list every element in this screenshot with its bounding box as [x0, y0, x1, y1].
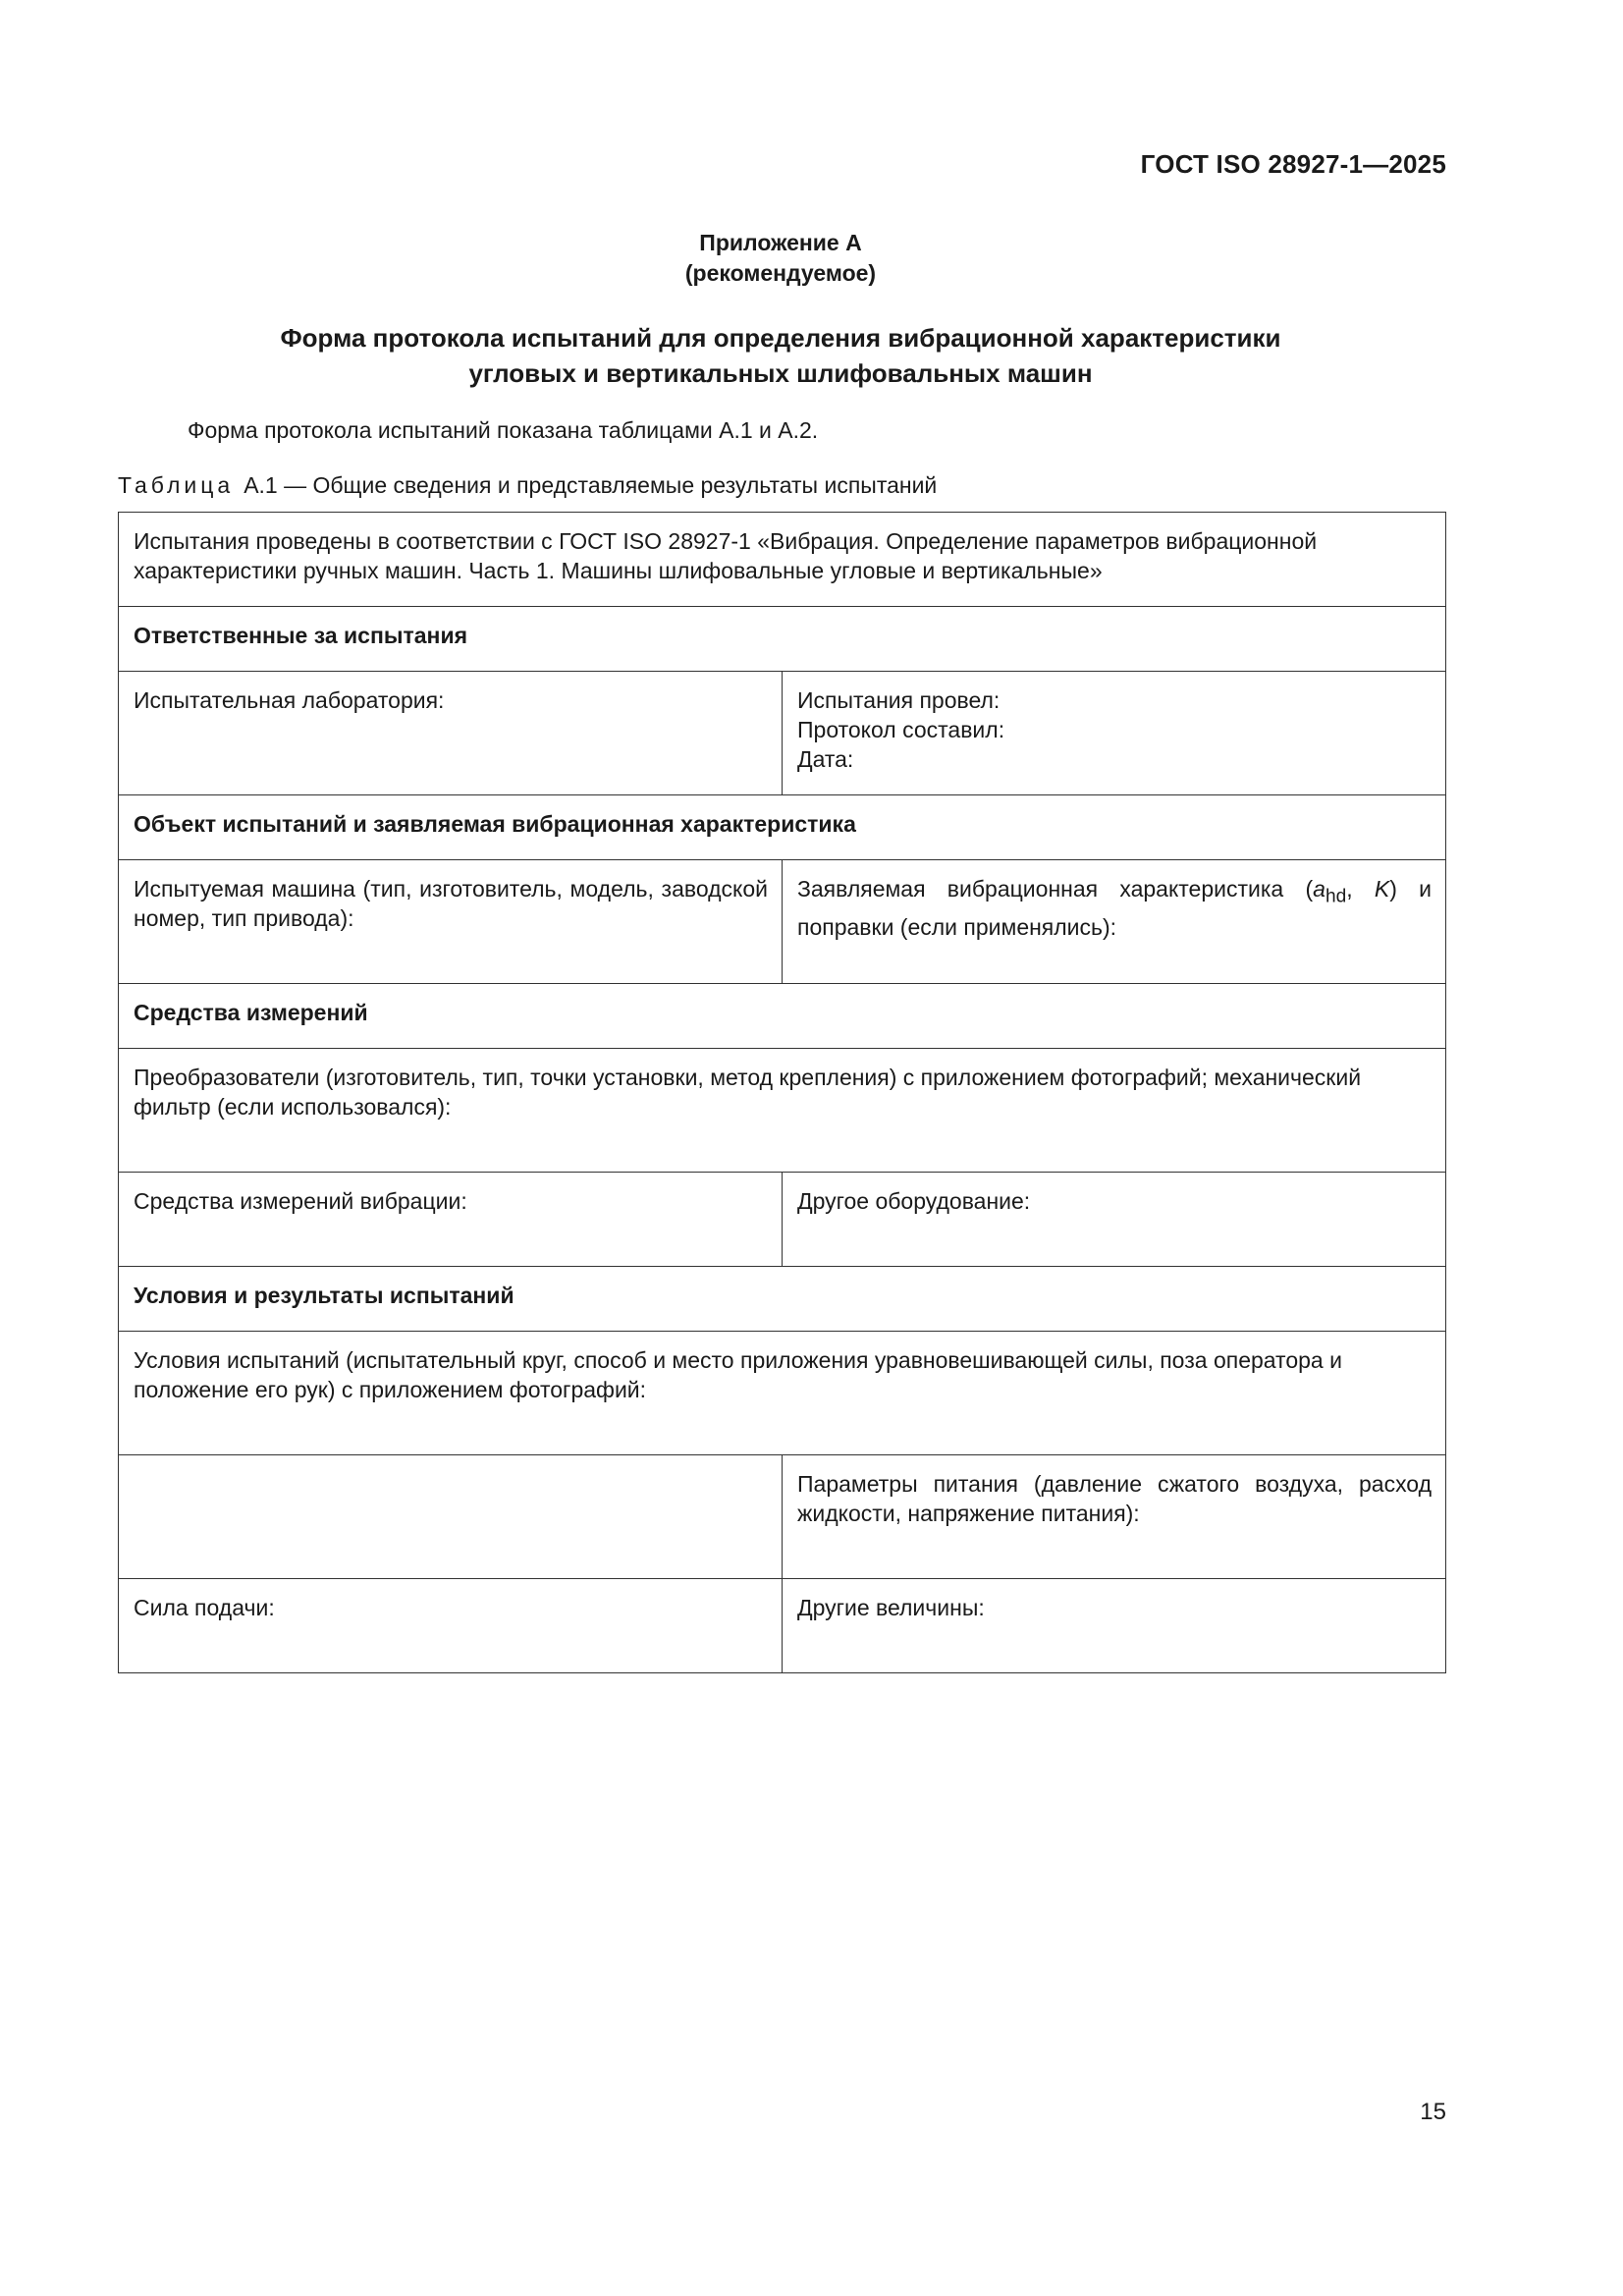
vibration-instruments-cell: Средства измерений вибрации:: [119, 1173, 783, 1267]
tested-by-label: Испытания провел:: [797, 687, 1001, 713]
declared-k-symbol: K: [1374, 876, 1390, 902]
table-row: [119, 1049, 1446, 1173]
section-conditions: Условия и результаты испытаний: [119, 1267, 1446, 1332]
declared-subscript: hd: [1325, 886, 1347, 907]
table-row: [119, 607, 1446, 672]
table-row: [119, 984, 1446, 1049]
protocol-table: [118, 512, 1446, 1673]
annex-title: Приложение А: [699, 230, 862, 255]
feed-force-cell: Сила подачи:: [119, 1579, 783, 1673]
declared-prefix: Заявляемая вибрационная характеристика (: [797, 876, 1314, 902]
form-title-line-1: Форма протокола испытаний для определения вибрационной характеристики: [280, 323, 1281, 353]
form-title-line-2: угловых и вертикальных шлифовальных машин: [468, 358, 1093, 388]
table-row: [119, 1332, 1446, 1455]
table-row: [119, 795, 1446, 860]
date-label: Дата:: [797, 746, 854, 772]
empty-cell: [119, 1455, 783, 1579]
transducers-cell: Преобразователи (изготовитель, тип, точки установки, метод крепления) с приложением фотографий; механический фильтр (если использовался):: [119, 1049, 1446, 1173]
table-caption: [118, 472, 937, 499]
section-object: Объект испытаний и заявляемая вибрационная характеристика: [119, 795, 1446, 860]
section-instruments: Средства измерений: [119, 984, 1446, 1049]
power-params-cell: Параметры питания (давление сжатого воздуха, расход жидкости, напряжение питания):: [783, 1455, 1446, 1579]
table-caption-text: А.1 — Общие сведения и представляемые результаты испытаний: [243, 472, 938, 498]
table-row: [119, 860, 1446, 984]
table-row: [119, 1579, 1446, 1673]
test-conditions-cell: Условия испытаний (испытательный круг, способ и место приложения уравновешивающей силы, поза оператора и положение его рук) с приложением фотографий:: [119, 1332, 1446, 1455]
other-equipment-cell: Другое оборудование:: [783, 1173, 1446, 1267]
table-row: [119, 1267, 1446, 1332]
annex-status: (рекомендуемое): [684, 260, 877, 286]
report-by-label: Протокол составил:: [797, 717, 1005, 742]
annex-heading: [118, 228, 1443, 289]
intro-paragraph: Форма протокола испытаний показана таблицами А.1 и А.2.: [188, 417, 819, 443]
other-quantities-cell: Другие величины:: [783, 1579, 1446, 1673]
declared-a-symbol: a: [1313, 876, 1325, 902]
compliance-cell: Испытания проведены в соответствии с ГОСТ ISO 28927-1 «Вибрация. Определение параметров вибрационной характеристики ручных машин. Часть 1. Машины шлифовальные угловые и вертикальные»: [119, 513, 1446, 607]
form-title: [118, 320, 1443, 391]
document-code: ГОСТ ISO 28927-1—2025: [1140, 149, 1446, 179]
table-row: [119, 513, 1446, 607]
declared-suffix: ) и поправки (если применялись):: [797, 876, 1433, 940]
page-number: 15: [1420, 2099, 1446, 2125]
personnel-cell: [783, 672, 1446, 795]
test-lab-cell: Испытательная лаборатория:: [119, 672, 783, 795]
declared-comma: ,: [1346, 876, 1375, 902]
table-row: [119, 1173, 1446, 1267]
declared-value-cell: [783, 860, 1446, 984]
table-caption-label: Таблица: [118, 472, 235, 498]
table-row: [119, 1455, 1446, 1579]
table-row: [119, 672, 1446, 795]
section-responsible: Ответственные за испытания: [119, 607, 1446, 672]
machine-cell: Испытуемая машина (тип, изготовитель, модель, заводской номер, тип привода):: [119, 860, 783, 984]
